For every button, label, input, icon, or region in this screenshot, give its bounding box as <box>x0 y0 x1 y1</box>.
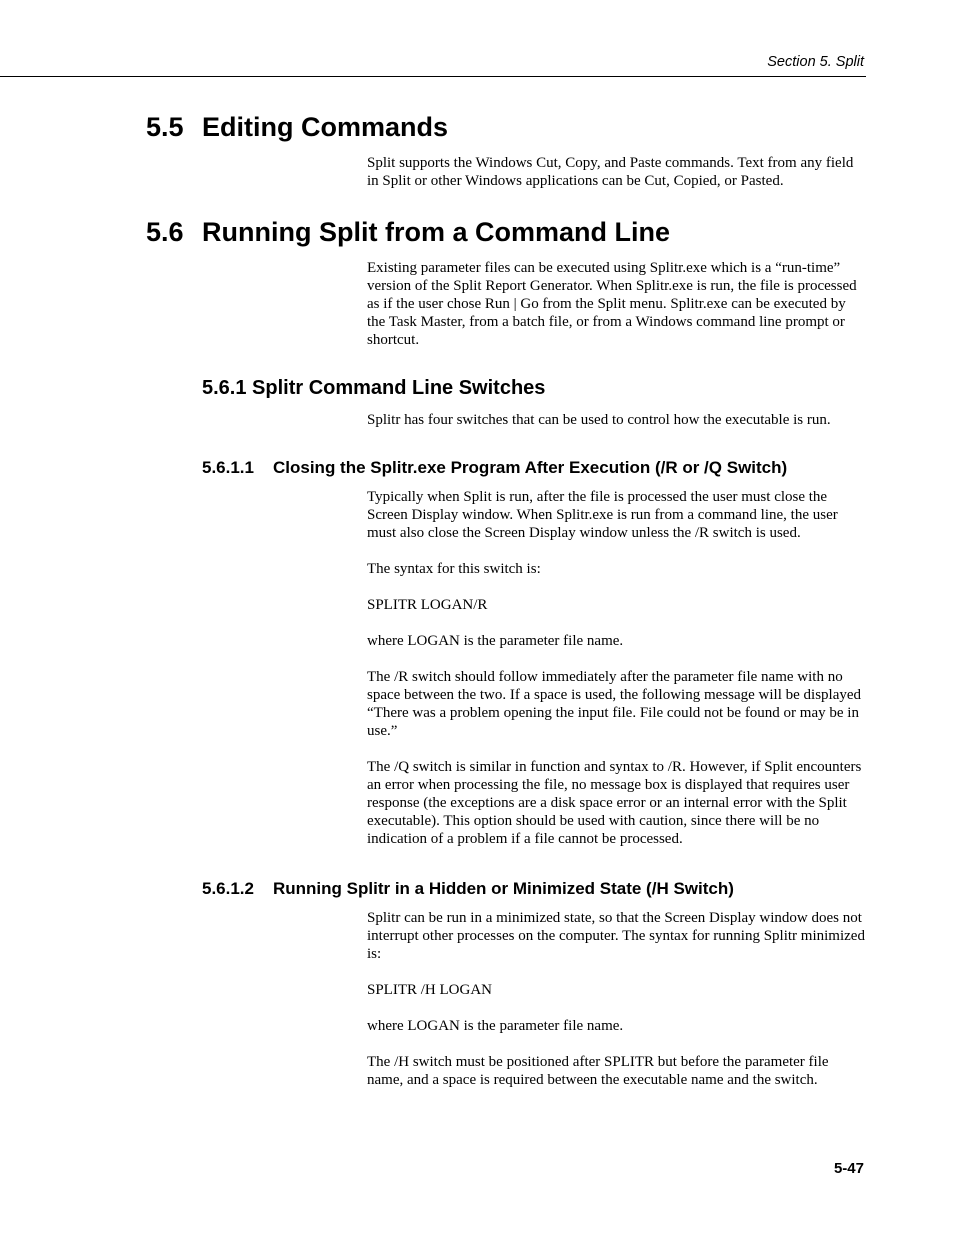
page-number: 5-47 <box>833 1160 864 1177</box>
paragraph: The /R switch should follow immediately after the parameter file name with no space between the two. If a space is used, the following message will be displayed “There was a problem opening the input file. File could not be found or may be in use.” <box>367 669 862 739</box>
section-5-5-body <box>367 154 867 190</box>
section-5-6-1-body <box>367 411 867 429</box>
paragraph: Split supports the Windows Cut, Copy, and Paste commands. Text from any field in Split or other Windows applications can be Cut, Copied, or Pasted. <box>367 155 854 189</box>
paragraph: where LOGAN is the parameter file name. <box>367 633 624 649</box>
heading-title: Editing Commands <box>202 112 449 142</box>
paragraph: The syntax for this switch is: <box>367 561 541 577</box>
heading-number: 5.6 <box>146 217 184 247</box>
running-header: Section 5. Split <box>767 54 864 70</box>
section-5-6-1-2-body <box>367 909 867 1089</box>
paragraph: Splitr can be run in a minimized state, so that the Screen Display window does not interrupt other processes on the computer. The syntax for running Splitr minimized is: <box>367 910 865 962</box>
heading-5-6-1: 5.6.1 Splitr Command Line Switches <box>202 377 546 399</box>
paragraph: Existing parameter files can be executed using Splitr.exe which is a “run-time” version of the Split Report Generator. When Splitr.exe is run, the file is processed as if the user chose Run | Go from the Split menu. Splitr.exe can be executed by the Task Master, from a batch file, or from a Windows command line prompt or shortcut. <box>367 260 857 348</box>
heading-number: 5.6.1.1 <box>202 458 254 477</box>
paragraph: The /H switch must be positioned after SPLITR but before the parameter file name, and a space is required between the executable name and the switch. <box>367 1054 829 1088</box>
heading-5-5 <box>146 112 448 143</box>
heading-5-6-1-2 <box>202 879 734 899</box>
paragraph: The /Q switch is similar in function and syntax to /R. However, if Split encounters an error when processing the file, no message box is displayed that requires user response (the exceptions are a disk space error or an internal error with the Split executable). This option should be used with caution, since there will be no indication of a problem if a file cannot be processed. <box>367 759 862 847</box>
heading-number: 5.5 <box>146 112 184 142</box>
heading-title: Closing the Splitr.exe Program After Execution (/R or /Q Switch) <box>273 458 788 477</box>
paragraph: Splitr has four switches that can be used to control how the executable is run. <box>367 412 831 428</box>
code-line: SPLITR LOGAN/R <box>367 597 488 613</box>
header-rule <box>0 76 866 77</box>
code-line: SPLITR /H LOGAN <box>367 982 493 998</box>
section-5-6-body <box>367 259 867 349</box>
heading-5-6 <box>146 217 670 248</box>
heading-title: Running Splitr in a Hidden or Minimized State (/H Switch) <box>273 879 734 898</box>
heading-title: Running Split from a Command Line <box>202 217 670 247</box>
heading-number: 5.6.1.2 <box>202 879 254 898</box>
paragraph: where LOGAN is the parameter file name. <box>367 1018 624 1034</box>
section-5-6-1-1-body <box>367 488 867 848</box>
paragraph: Typically when Split is run, after the file is processed the user must close the Screen Display window. When Splitr.exe is run from a command line, the user must also close the Screen Display window unless the /R switch is used. <box>367 489 838 541</box>
heading-5-6-1-1 <box>202 458 787 478</box>
